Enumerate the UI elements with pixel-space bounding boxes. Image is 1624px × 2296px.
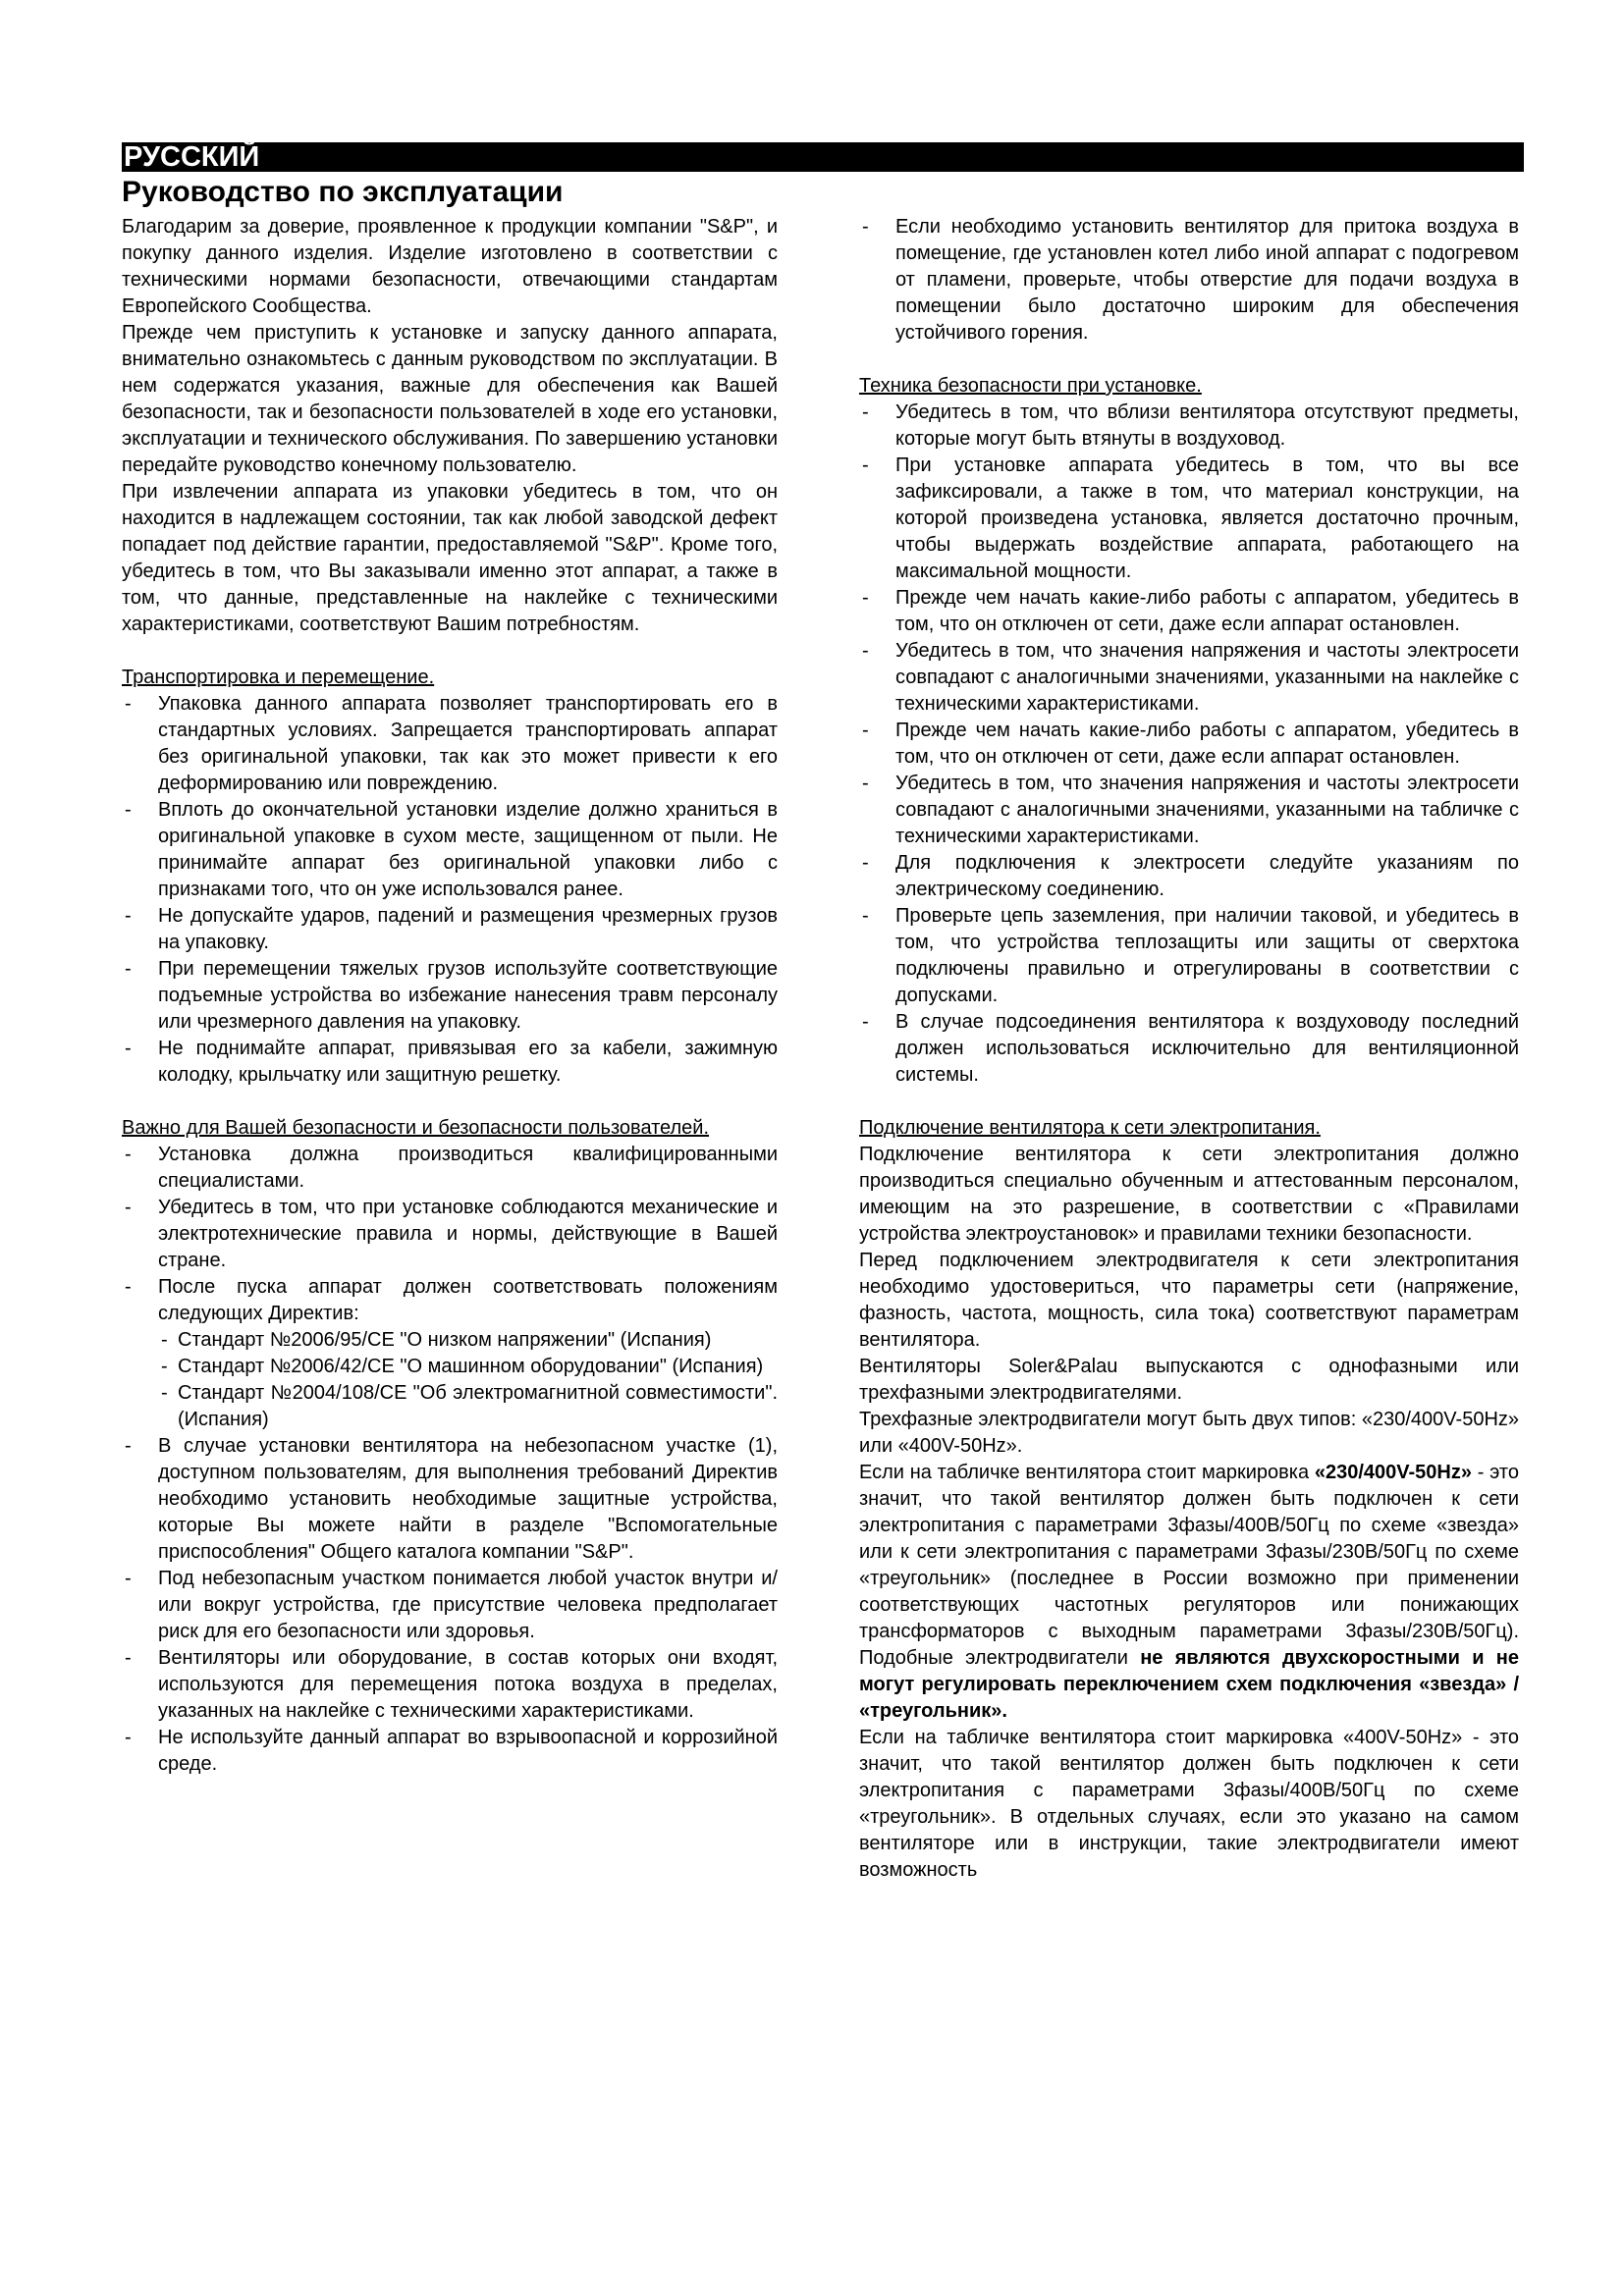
list-item-directives <box>122 1274 778 1433</box>
list-item: - В случае подсоединения вентилятора к воздуховоду последний должен использоваться исключительно для вентиляционной системы. <box>859 1009 1519 1089</box>
directive-item: - Стандарт №2006/95/CE "О низком напряжении" (Испания) <box>158 1327 778 1354</box>
list-item: - Убедитесь в том, что значения напряжения и частоты электросети совпадают с аналогичными значениями, указанными на табличке с техническими характеристиками. <box>859 771 1519 850</box>
connection-paragraph: Перед подключением электродвигателя к сети электропитания необходимо удостовериться, что параметры сети (напряжение, фазность, частота, мощность, сила тока) соответствуют параметрам вентилятора. <box>859 1250 1519 1351</box>
directives-intro: После пуска аппарат должен соответствовать положениям следующих Директив: <box>158 1276 778 1324</box>
marking-text: Если на табличке вентилятора стоит маркировка <box>859 1462 1310 1483</box>
directives-list <box>158 1327 778 1433</box>
list-item: - Под небезопасным участком понимается любой участок внутри и/или вокруг устройства, где присутствие человека предполагает риск для его безопасности или здоровья. <box>122 1566 778 1645</box>
list-item: - Если необходимо установить вентилятор для притока воздуха в помещение, где установлен котел либо иной аппарат с подогревом от пламени, проверьте, чтобы отверстие для подачи воздуха в помещении было достаточно широким для обеспечения устойчивого горения. <box>859 214 1519 347</box>
transport-list <box>122 691 778 1089</box>
list-item: - Прежде чем начать какие-либо работы с аппаратом, убедитесь в том, что он отключен от сети, даже если аппарат остановлен. <box>859 585 1519 638</box>
connection-paragraph: Подключение вентилятора к сети электропитания должно производиться специально обученным и аттестованным персоналом, имеющим на это разрешение, в соответствии с «Правилами устройства электроустановок» и правилами техники безопасности. <box>859 1144 1519 1245</box>
list-item: - Проверьте цепь заземления, при наличии таковой, и убедитесь в том, что устройства теплозащиты или защиты от сверхтока подключены правильно и отрегулированы в соответствии с допусками. <box>859 903 1519 1009</box>
connection-heading: Подключение вентилятора к сети электропитания. <box>859 1117 1321 1139</box>
marking-warning: не являются двухскоростными и не могут регулировать переключением схем подключения «звезда» / «треугольник». <box>859 1647 1519 1722</box>
directive-item: - Стандарт №2004/108/CE "Об электромагнитной совместимости".(Испания) <box>158 1380 778 1433</box>
page-title: Руководство по эксплуатации <box>122 176 564 208</box>
marking-value: «230/400V-50Hz» <box>1314 1462 1472 1483</box>
directive-item: - Стандарт №2006/42/CE "О машинном оборудовании" (Испания) <box>158 1354 778 1380</box>
list-item: - При перемещении тяжелых грузов используйте соответствующие подъемные устройства во избежание нанесения травм персоналу или чрезмерного давления на упаковку. <box>122 956 778 1036</box>
intro-paragraph: При извлечении аппарата из упаковки убедитесь в том, что он находится в надлежащем состоянии, так как любой заводской дефект попадает под действие гарантии, предоставляемой "S&P". Кроме того, убедитесь в том, что Вы заказывали именно этот аппарат, а также в том, что данные, представленные на наклейке с техническими характеристиками, соответствуют Вашим потребностям. <box>122 481 778 635</box>
safety-list <box>122 1142 778 1778</box>
list-item: - Установка должна производиться квалифицированными специалистами. <box>122 1142 778 1195</box>
connection-paragraph-marking <box>859 1460 1519 1725</box>
install-safety-heading: Техника безопасности при установке. <box>859 375 1202 397</box>
list-item: - Для подключения к электросети следуйте указаниям по электрическому соединению. <box>859 850 1519 903</box>
list-item: - Не допускайте ударов, падений и размещения чрезмерных грузов на упаковку. <box>122 903 778 956</box>
connection-paragraph: Вентиляторы Soler&Palau выпускаются с однофазными или трехфазными электродвигателями. <box>859 1356 1519 1404</box>
list-item: - Убедитесь в том, что при установке соблюдаются механические и электротехнические правила и нормы, действующие в Вашей стране. <box>122 1195 778 1274</box>
intro-paragraph: Благодарим за доверие, проявленное к продукции компании "S&P", и покупку данного изделия. Изделие изготовлено в соответствии с техническими нормами безопасности, отвечающими стандартам Европейского Сообщества. <box>122 216 778 317</box>
list-item: - Вплоть до окончательной установки изделие должно храниться в оригинальной упаковке в сухом месте, защищенном от пыли. Не принимайте аппарат без оригинальной упаковки либо с признаками того, что он уже использовался ранее. <box>122 797 778 903</box>
marking-text: - это значит, что такой вентилятор должен быть подключен к сети электропитания с параметрами 3фазы/400В/50Гц по схеме «звезда» или к сети электропитания с параметрами 3фазы/230В/50Гц по схеме «треугольник» (последнее в России возможно при применении соответствующих частотных регуляторов или понижающих трансформаторов с выходным параметрами 3фазы/230В/50Гц). Подобные электродвигатели <box>859 1462 1519 1669</box>
transport-heading: Транспортировка и перемещение. <box>122 667 435 688</box>
list-item: - Не используйте данный аппарат во взрывоопасной и коррозийной среде. <box>122 1725 778 1778</box>
language-banner: РУССКИЙ <box>122 142 1524 172</box>
list-item: - Прежде чем начать какие-либо работы с аппаратом, убедитесь в том, что он отключен от сети, даже если аппарат остановлен. <box>859 718 1519 771</box>
list-item: - В случае установки вентилятора на небезопасном участке (1), доступном пользователям, для выполнения требований Директив необходимо установить необходимые защитные устройства, которые Вы можете найти в разделе "Вспомогательные приспособления" Общего каталога компании "S&P". <box>122 1433 778 1566</box>
list-item: - Убедитесь в том, что вблизи вентилятора отсутствуют предметы, которые могут быть втянуты в воздуховод. <box>859 400 1519 453</box>
list-item: - Не поднимайте аппарат, привязывая его за кабели, зажимную колодку, крыльчатку или защитную решетку. <box>122 1036 778 1089</box>
list-item: - Вентиляторы или оборудование, в состав которых они входят, используются для перемещения потока воздуха в пределах, указанных на наклейке с техническими характеристиками. <box>122 1645 778 1725</box>
list-item: - Убедитесь в том, что значения напряжения и частоты электросети совпадают с аналогичными значениями, указанными на наклейке с техническими характеристиками. <box>859 638 1519 718</box>
list-item: - Упаковка данного аппарата позволяет транспортировать его в стандартных условиях. Запрещается транспортировать аппарат без оригинальной упаковки, так как это может привести к его деформированию или повреждению. <box>122 691 778 797</box>
intro-paragraph: Прежде чем приступить к установке и запуску данного аппарата, внимательно ознакомьтесь с данным руководством по эксплуатации. В нем содержатся указания, важные для обеспечения как Вашей безопасности, так и безопасности пользователей в ходе его установки, эксплуатации и технического обслуживания. По завершению установки передайте руководство конечному пользователю. <box>122 322 778 476</box>
combustion-list <box>859 214 1519 347</box>
right-column <box>859 214 1519 1884</box>
safety-heading: Важно для Вашей безопасности и безопасности пользователей. <box>122 1117 710 1139</box>
left-column <box>122 214 778 1778</box>
list-item: - При установке аппарата убедитесь в том, что вы все зафиксировали, а также в том, что материал конструкции, на которой произведена установка, является достаточно прочным, чтобы выдержать воздействие аппарата, работающего на максимальной мощности. <box>859 453 1519 585</box>
connection-paragraph: Трехфазные электродвигатели могут быть двух типов: «230/400V-50Hz» или «400V-50Hz». <box>859 1409 1520 1457</box>
connection-paragraph: Если на табличке вентилятора стоит маркировка «400V-50Hz» - это значит, что такой вентилятор должен быть подключен к сети электропитания с параметрами 3фазы/400В/50Гц по схеме «треугольник». В отдельных случаях, если это указано на самом вентиляторе или в инструкции, такие электродвигатели имеют возможность <box>859 1727 1519 1881</box>
install-safety-list <box>859 400 1519 1089</box>
